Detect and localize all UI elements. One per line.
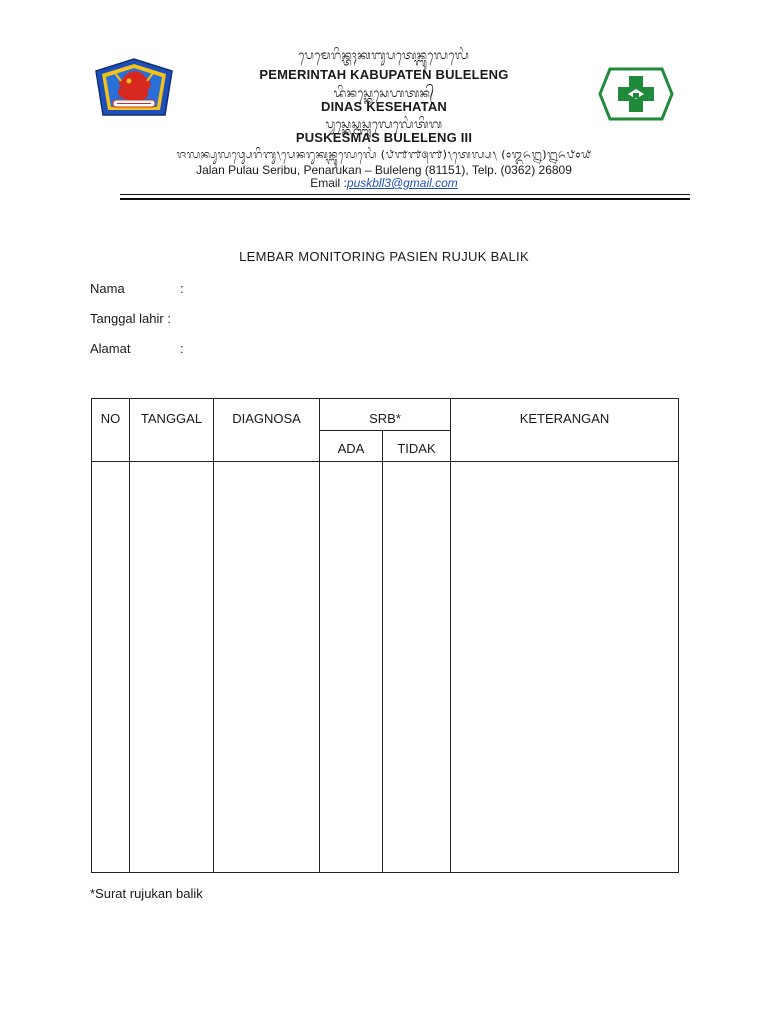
header-no: NO (92, 399, 130, 462)
letterhead-rule-thick (120, 198, 690, 200)
cell-srb-ada[interactable] (320, 462, 383, 873)
table-row (92, 462, 679, 873)
header-srb-ada: ADA (320, 431, 383, 462)
address: Jalan Pulau Seribu, Penarukan – Buleleng (81151), Telp. (0362) 26809 (196, 163, 572, 177)
field-label: Nama (90, 281, 125, 296)
balinese-line-3: ᬧᬸᬲ᭄ᬓᬾᬲ᭄ᬫᬲ᭄ᬩᬸᬮᬾᬮᬾᬂᬢᬶᬕ (325, 117, 443, 131)
email-line (0, 176, 768, 190)
field-tanggal-lahir (90, 311, 171, 326)
header-srb: SRB* (320, 399, 451, 431)
cell-tanggal[interactable] (130, 462, 214, 873)
header-srb-tidak: TIDAK (383, 431, 451, 462)
facility-name: PUSKESMAS BULELENG III (295, 130, 473, 145)
balinese-line-2: ᬤᬶᬦᬲ᭄ᬓᬾᬲᬾᬳᬢᬦ᭄ (333, 86, 435, 100)
field-colon: : (180, 341, 184, 356)
government-name: PEMERINTAH KABUPATEN BULELENG (259, 67, 509, 82)
header-keterangan: KETERANGAN (451, 399, 679, 462)
header-tanggal: TANGGAL (130, 399, 214, 462)
cell-no[interactable] (92, 462, 130, 873)
email-link[interactable]: puskbll3@gmail.com (346, 176, 458, 190)
cell-srb-tidak[interactable] (383, 462, 451, 873)
footnote: *Surat rujukan balik (90, 886, 203, 901)
form-title: LEMBAR MONITORING PASIEN RUJUK BALIK (239, 249, 529, 264)
letterhead-rule-thin (120, 194, 690, 195)
field-colon: : (180, 281, 184, 296)
agency-name: DINAS KESEHATAN (320, 99, 448, 114)
field-nama (90, 281, 184, 296)
balinese-line-1: ᬧᬾᬫᬾᬭᬶᬦ᭄ᬢᬄᬓᬩᬸᬧᬢᬾᬦ᭄ᬩᬸᬮᬾᬮᬾᬂ (298, 48, 470, 62)
field-label: Alamat (90, 341, 131, 356)
balinese-line-4: ᬚᬮᬦ᭄ᬧᬸᬮᬯ᭄ᬲᬾᬭᬶᬩᬸ᭞ᬧᬾᬦᬭᬸᬓᬦ᭄ᬩᬸᬮᬾᬮᬾᬂ (᭘᭑᭑᭕᭑)᭞ᬢᬾᬮ᭄ᬧ᭞ (᭐᭓᭖᭒)᭒᭖᭘᭐᭙ (176, 148, 592, 161)
cell-keterangan[interactable] (451, 462, 679, 873)
email-label: Email : (310, 176, 347, 190)
header-diagnosa: DIAGNOSA (214, 399, 320, 462)
field-label: Tanggal lahir : (90, 311, 171, 326)
monitoring-table (91, 398, 679, 873)
cell-diagnosa[interactable] (214, 462, 320, 873)
field-alamat (90, 341, 184, 356)
